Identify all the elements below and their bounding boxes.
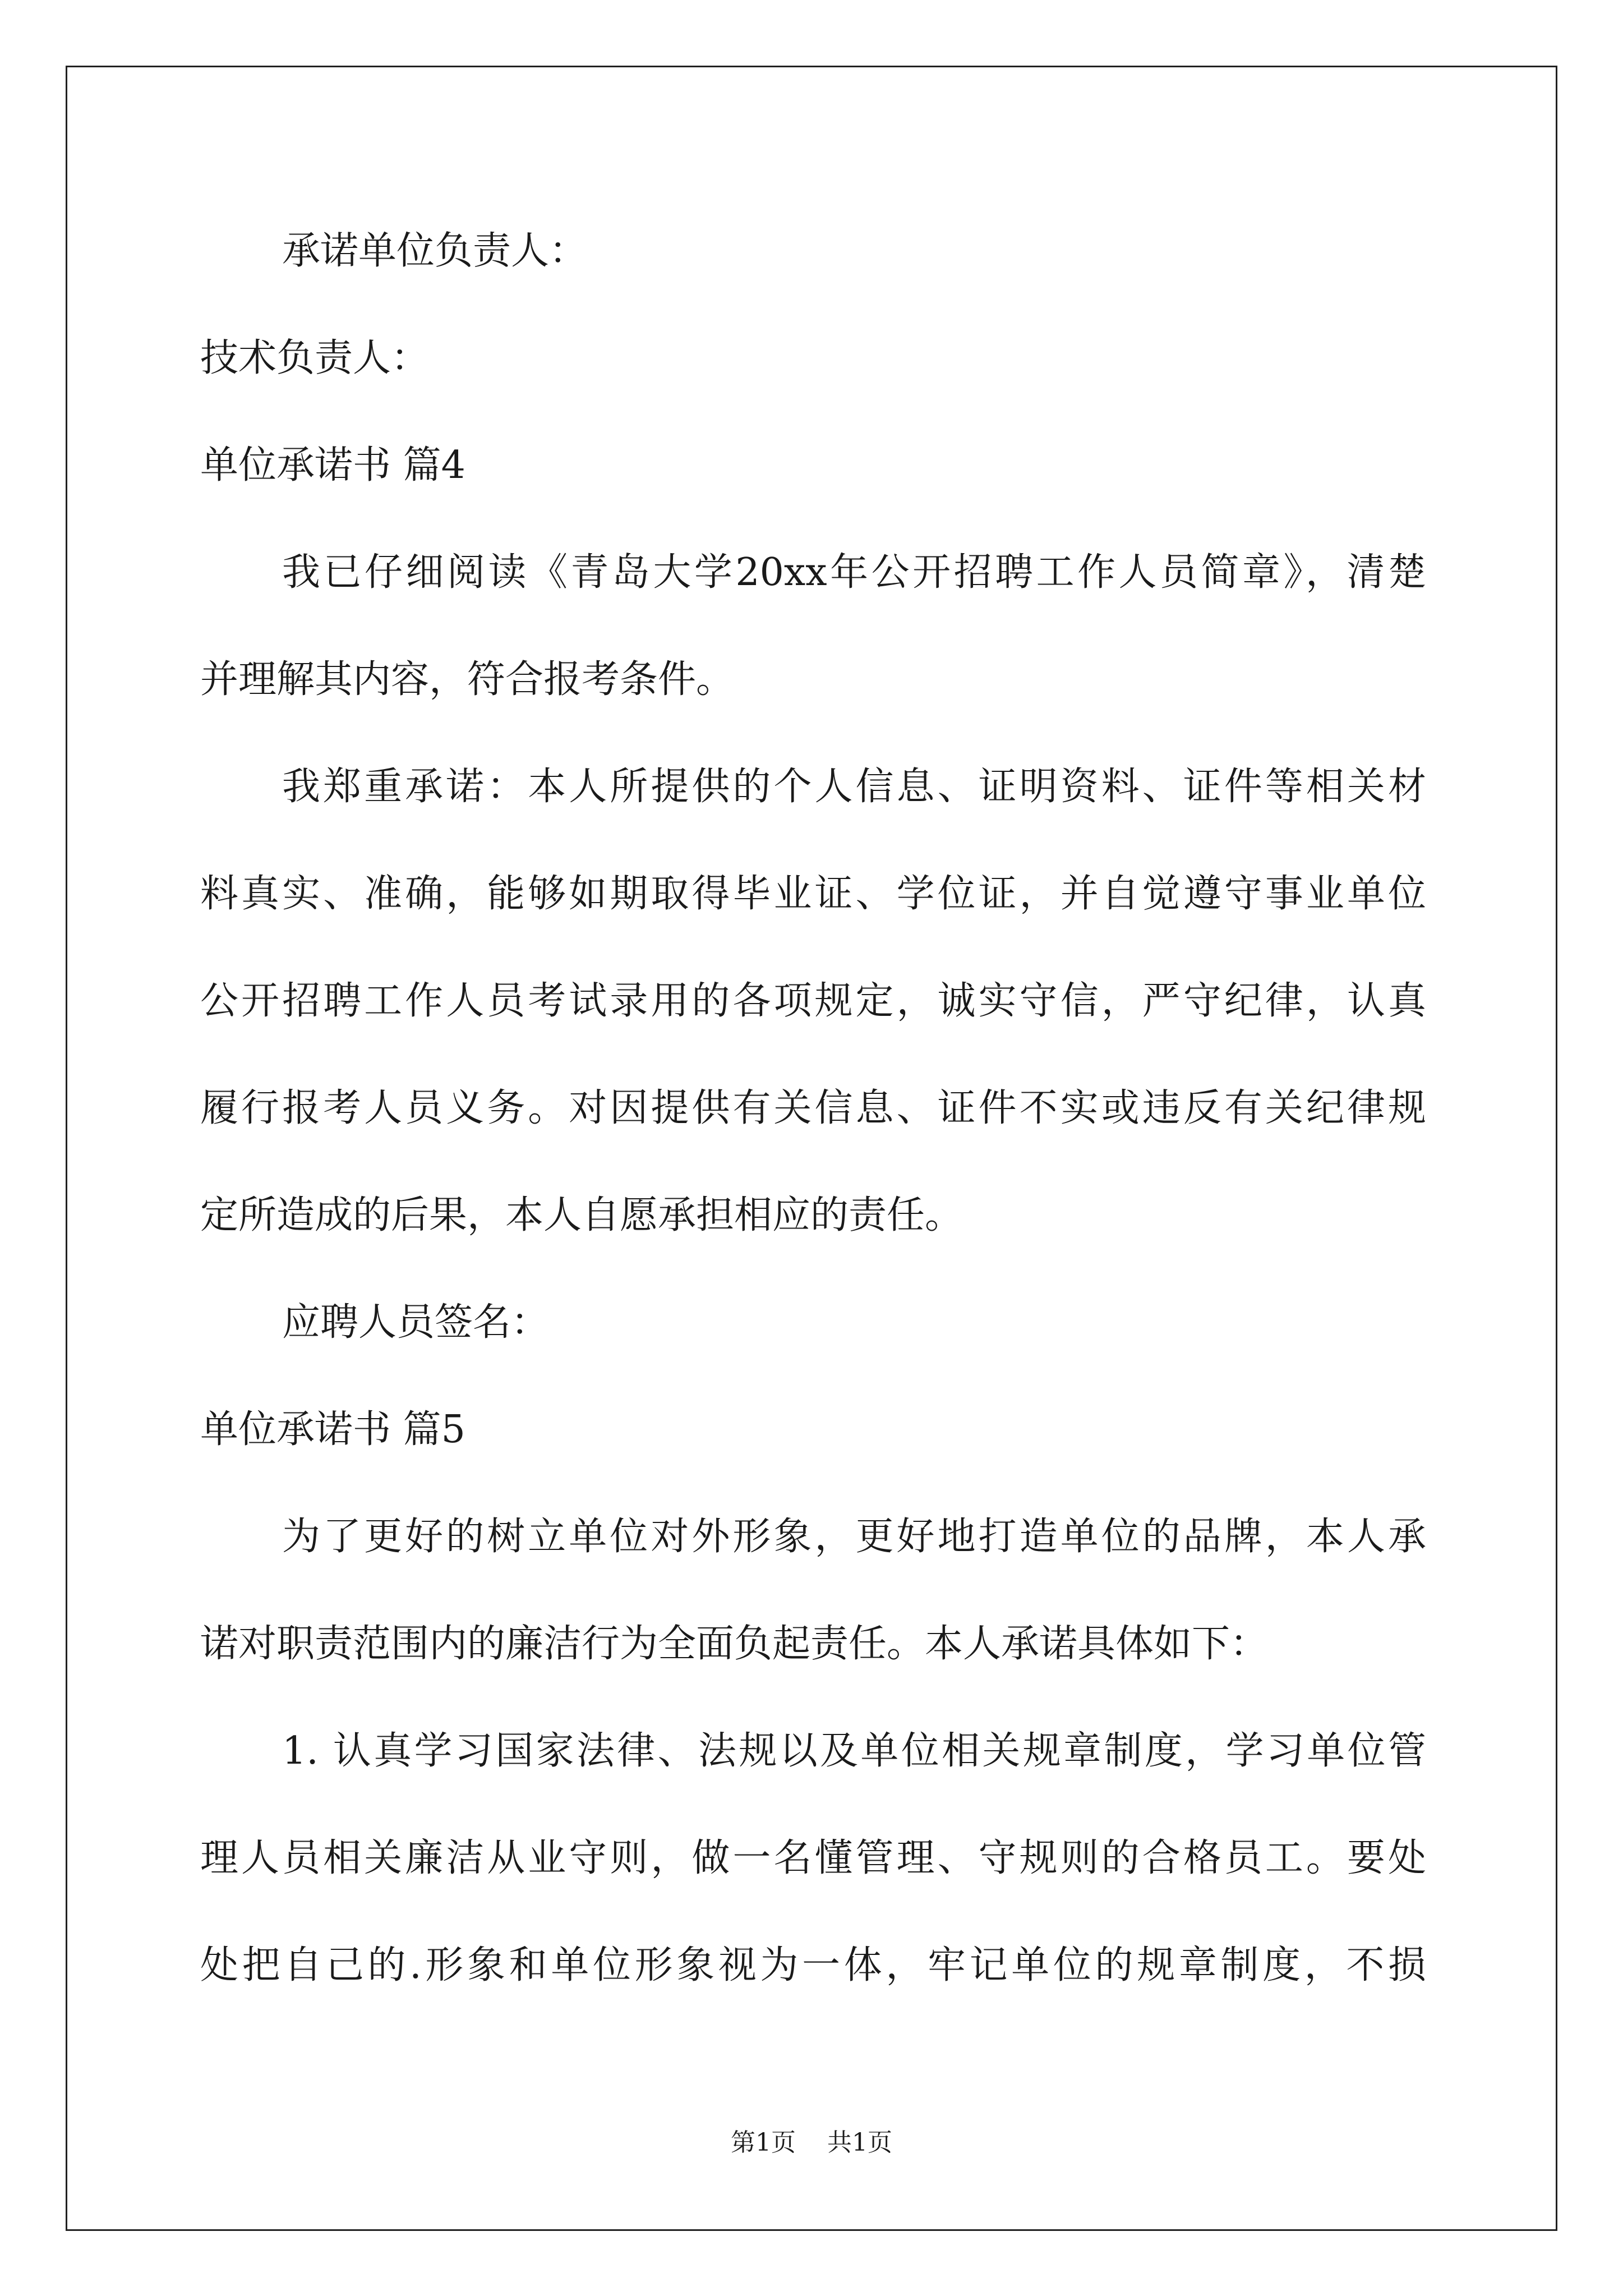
page-total: 共1页 [827, 2128, 892, 2157]
paragraph-line: 我已仔细阅读《青岛大学20xx年公开招聘工作人员简章》，清楚 [282, 550, 1426, 595]
paragraph-line: 处把自己的.形象和单位形象视为一体，牢记单位的规章制度，不损 [200, 1943, 1426, 1987]
applicant-signature-label: 应聘人员签名： [282, 1300, 550, 1345]
section-heading-4: 单位承诺书 篇4 [200, 443, 465, 487]
paragraph-line: 我郑重承诺：本人所提供的个人信息、证明资料、证件等相关材 [282, 765, 1426, 809]
paragraph-line: 料真实、准确，能够如期取得毕业证、学位证，并自觉遵守事业单位 [200, 872, 1426, 916]
paragraph-line: 定所造成的后果，本人自愿承担相应的责任。 [200, 1193, 963, 1237]
signatory-unit-head-label: 承诺单位负责人： [282, 229, 588, 273]
paragraph-line: 诺对职责范围内的廉洁行为全面负起责任。本人承诺具体如下： [200, 1622, 1269, 1666]
paragraph-line: 公开招聘工作人员考试录用的各项规定，诚实守信，严守纪律，认真 [200, 979, 1426, 1023]
paragraph-line: 1. 认真学习国家法律、法规以及单位相关规章制度，学习单位管 [282, 1729, 1426, 1773]
paragraph-line: 为了更好的树立单位对外形象，更好地打造单位的品牌，本人承 [282, 1515, 1426, 1559]
page-footer [0, 2128, 1623, 2157]
paragraph-line: 理人员相关廉洁从业守则，做一名懂管理、守规则的合格员工。要处 [200, 1836, 1426, 1880]
technical-head-label: 技术负责人： [200, 336, 430, 380]
page-border [66, 66, 1557, 2231]
paragraph-line: 履行报考人员义务。对因提供有关信息、证件不实或违反有关纪律规 [200, 1086, 1426, 1130]
page-number: 第1页 [731, 2128, 796, 2157]
paragraph-line: 并理解其内容，符合报考条件。 [200, 657, 735, 702]
section-heading-5: 单位承诺书 篇5 [200, 1407, 465, 1452]
